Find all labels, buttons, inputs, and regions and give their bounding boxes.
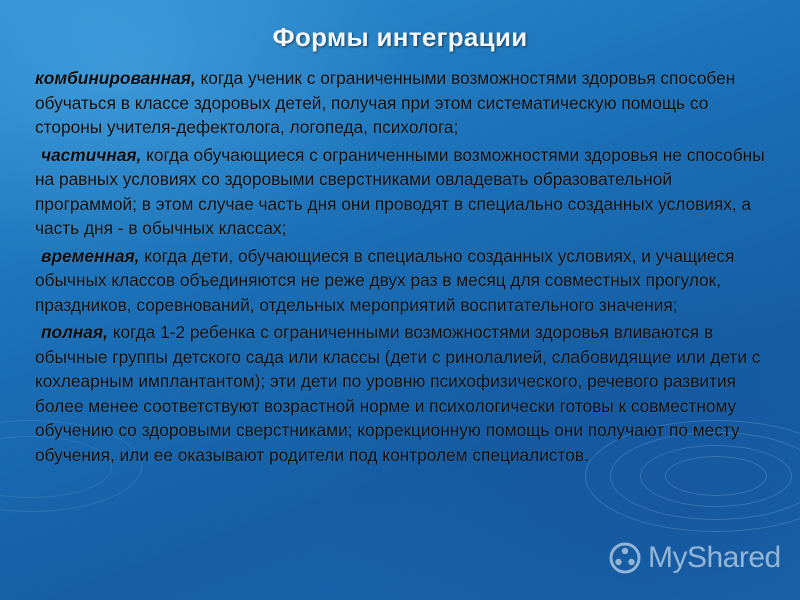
paragraph-partial bbox=[35, 143, 765, 241]
watermark-text: MyShared bbox=[648, 541, 781, 574]
paragraph-text: когда дети, обучающиеся в специально созданных условиях, и учащиеся обычных классов объединяются не реже двух раз в месяц для совместных прогулок, праздников, соревнований, отдельных мероприятий воспитательного значения; bbox=[35, 245, 735, 315]
term-full: полная, bbox=[41, 322, 108, 342]
term-partial: частичная, bbox=[41, 144, 142, 165]
paragraph-combined bbox=[35, 66, 765, 140]
paragraph-text: когда обучающиеся с ограниченными возможностями здоровья не способны на равных условиях со здоровыми сверстниками овладевать образовательной программой; в этом случае часть дня они проводят в специально созданных условиях, а часть дня - в обычных классах; bbox=[35, 144, 765, 238]
term-temporary: временная, bbox=[41, 245, 140, 266]
slide-title: Формы интеграции bbox=[272, 22, 528, 52]
slide-content bbox=[35, 66, 765, 470]
paragraph-temporary bbox=[35, 244, 765, 318]
paragraph-full bbox=[35, 320, 765, 467]
paragraph-text: когда 1-2 ребенка с ограниченными возможностями здоровья вливаются в обычные группы детского сада или классы (дети с ринолалией, слабовидящие или дети с кохлеарным имплантантом); эти дети по уровню психофизического, речевого развития более менее соответствуют возрастной норме и психологически готовы к совместному обучению со здоровыми сверстниками; коррекционную помощь они получают по месту обучения, или ее оказывают родители под контролем специалистов. bbox=[35, 322, 761, 465]
myshared-logo-icon bbox=[608, 541, 642, 575]
paragraph-text: когда ученик с ограниченными возможностями здоровья способен обучаться в классе здоровых детей, получая при этом систематическую помощь со стороны учителя-дефектолога, логопеда, психолога; bbox=[35, 68, 736, 137]
watermark bbox=[608, 538, 781, 578]
term-combined: комбинированная, bbox=[35, 68, 196, 88]
